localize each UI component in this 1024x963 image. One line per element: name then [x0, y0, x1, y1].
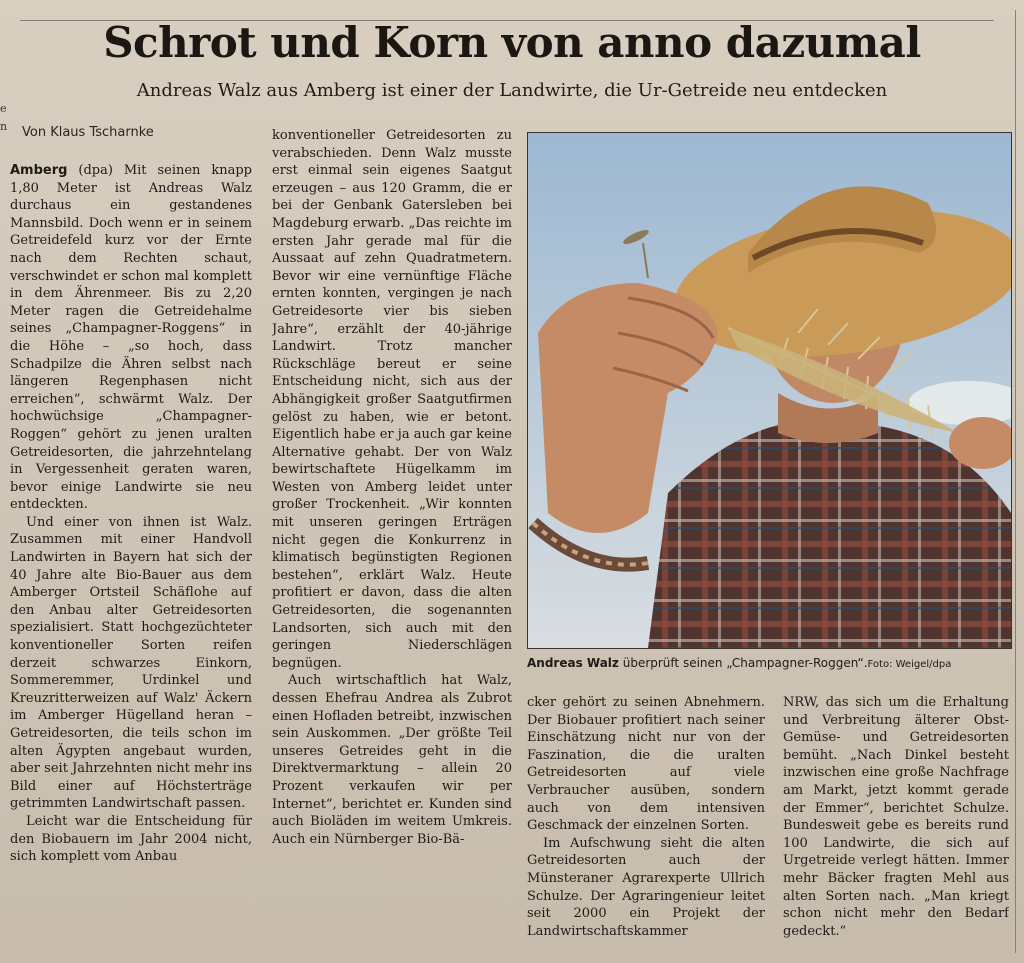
author-byline: Von Klaus Tscharnke	[22, 125, 154, 140]
article-column-3	[527, 694, 765, 946]
caption-text: überprüft seinen „Champagner-Roggen“.	[618, 656, 868, 670]
paragraph: Auch wirtschaftlich hat Walz, dessen Ehefrau Andrea als Zubrot einen Hofladen betreibt, inzwischen sein Auskommen. „Der größte Teil unseres Getreides geht in die Direktvermarktung – allein 20 Prozent verkaufen wir per Internet“, berichtet er. Kunden sind auch Bioläden im weitem Umkreis. Auch ein Nürnberger Bio-Bä-	[272, 673, 512, 847]
paragraph: Leicht war die Entscheidung für den Biobauern im Jahr 2004 nicht, sich komplett vom Anbau	[10, 813, 252, 865]
farmer-with-rye-illustration	[528, 133, 1011, 648]
right-margin-rule	[1015, 10, 1016, 953]
article-column-4	[783, 694, 1009, 946]
photo-credit: Foto: Weigel/dpa	[867, 659, 952, 670]
article-column-1	[10, 162, 252, 946]
edge-fragment: e n	[0, 102, 8, 133]
farmer-photo	[527, 132, 1012, 649]
paragraph: Amberg (dpa) Mit seinen knapp 1,80 Meter ist Andreas Walz durchaus ein gestandenes Mannsbild. Doch wenn er in seinem Getreidefeld kurz vor der Ernte nach dem Rechten schaut, verschwindet er schon mal komplett in dem Ährenmeer. Bis zu 2,20 Meter ragen die Getreidehalme seines „Champagner-Roggens“ in die Höhe – „so hoch, dass Schadpilze die Ähren selbst nach längeren Regenphasen nicht erreichen“, schwärmt Walz. Der hochwüchsige „Champagner-Roggen“ gehört zu jenen uralten Getreidesorten, die jahrzehntelang in Vergessenheit geraten waren, bevor einige Landwirte sie neu entdeckten.	[10, 163, 252, 513]
paragraph: cker gehört zu seinen Abnehmern. Der Biobauer profitiert nach seiner Einschätzung nicht nur von der Faszination, die die uralten Getreidesorten auf viele Verbraucher ausüben, sondern auch von dem intensiven Geschmack der einzelnen Sorten.	[527, 695, 765, 834]
dateline: Amberg	[10, 163, 68, 178]
subheadline: Andreas Walz aus Amberg ist einer der Landwirte, die Ur-Getreide neu entdecken	[136, 80, 888, 101]
caption-name: Andreas Walz	[527, 656, 619, 670]
photo-caption	[527, 656, 1017, 670]
paragraph: NRW, das sich um die Erhaltung und Verbreitung älterer Obst-Gemüse- und Getreidesorten bemüht. „Nach Dinkel besteht inzwischen eine große Nachfrage am Markt, jetzt kommt gerade der Emmer“, berichtet Schulze. Bundesweit gebe es bereits rund 100 Landwirte, die sich auf Urgetreide verlegt hätten. Immer mehr Bäcker fragten Mehl aus alten Sorten nach. „Man kriegt schon nicht mehr den Bedarf gedeckt.“	[783, 695, 1009, 939]
article-column-2	[272, 127, 512, 947]
paragraph: Und einer von ihnen ist Walz. Zusammen mit einer Handvoll Landwirten in Bayern hat sich der 40 Jahre alte Bio-Bauer aus dem Amberger Ortsteil Schäflohe auf den Anbau alter Getreidesorten spezialisiert. Statt hochgezüchteter konventioneller Sorten reifen derzeit schwarzes Einkorn, Sommeremmer, Urdinkel und Kreuzritterweizen auf Walz' Äckern im Amberger Hügelland heran – Getreidesorten, die teils schon im alten Ägypten angebaut wurden, aber seit Jahrzehnten nicht mehr ins Bild einer auf Höchsterträge getrimmten Landwirtschaft passen.	[10, 514, 252, 812]
paragraph: konventioneller Getreidesorten zu verabschieden. Denn Walz musste erst einmal sein eigenes Saatgut erzeugen – aus 120 Gramm, die er bei der Genbank Gatersleben bei Magdeburg erwarb. „Das reichte im ersten Jahr gerade mal für die Aussaat auf zehn Quadratmetern. Bevor wir eine vernünftige Fläche ernten konnten, vergingen je nach Getreidesorte vier bis sieben Jahre“, erzählt der 40-jährige Landwirt. Trotz mancher Rückschläge bereut er seine Entscheidung nicht, sich aus der Abhängigkeit großer Saatgutfirmen gelöst zu haben, wie er betont. Eigentlich habe er ja auch gar keine Alternative gehabt. Der von Walz bewirtschaftete Hügelkamm im Westen von Amberg leidet unter großer Trockenheit. „Wir konnten mit unseren geringen Erträgen nicht gegen die Konkurrenz in klimatisch begünstigten Regionen bestehen“, erklärt Walz. Heute profitiert er davon, dass die alten Getreidesorten, die sogenannten Landsorten, sich auch mit den geringen Niederschlägen begnügen.	[272, 128, 512, 671]
headline: Schrot und Korn von anno dazumal	[103, 18, 921, 67]
paragraph: Im Aufschwung sieht die alten Getreidesorten auch der Münsteraner Agrarexperte Ullrich Schulze. Der Agraringenieur leitet seit 2000 ein Projekt der Landwirtschaftskammer	[527, 835, 765, 939]
